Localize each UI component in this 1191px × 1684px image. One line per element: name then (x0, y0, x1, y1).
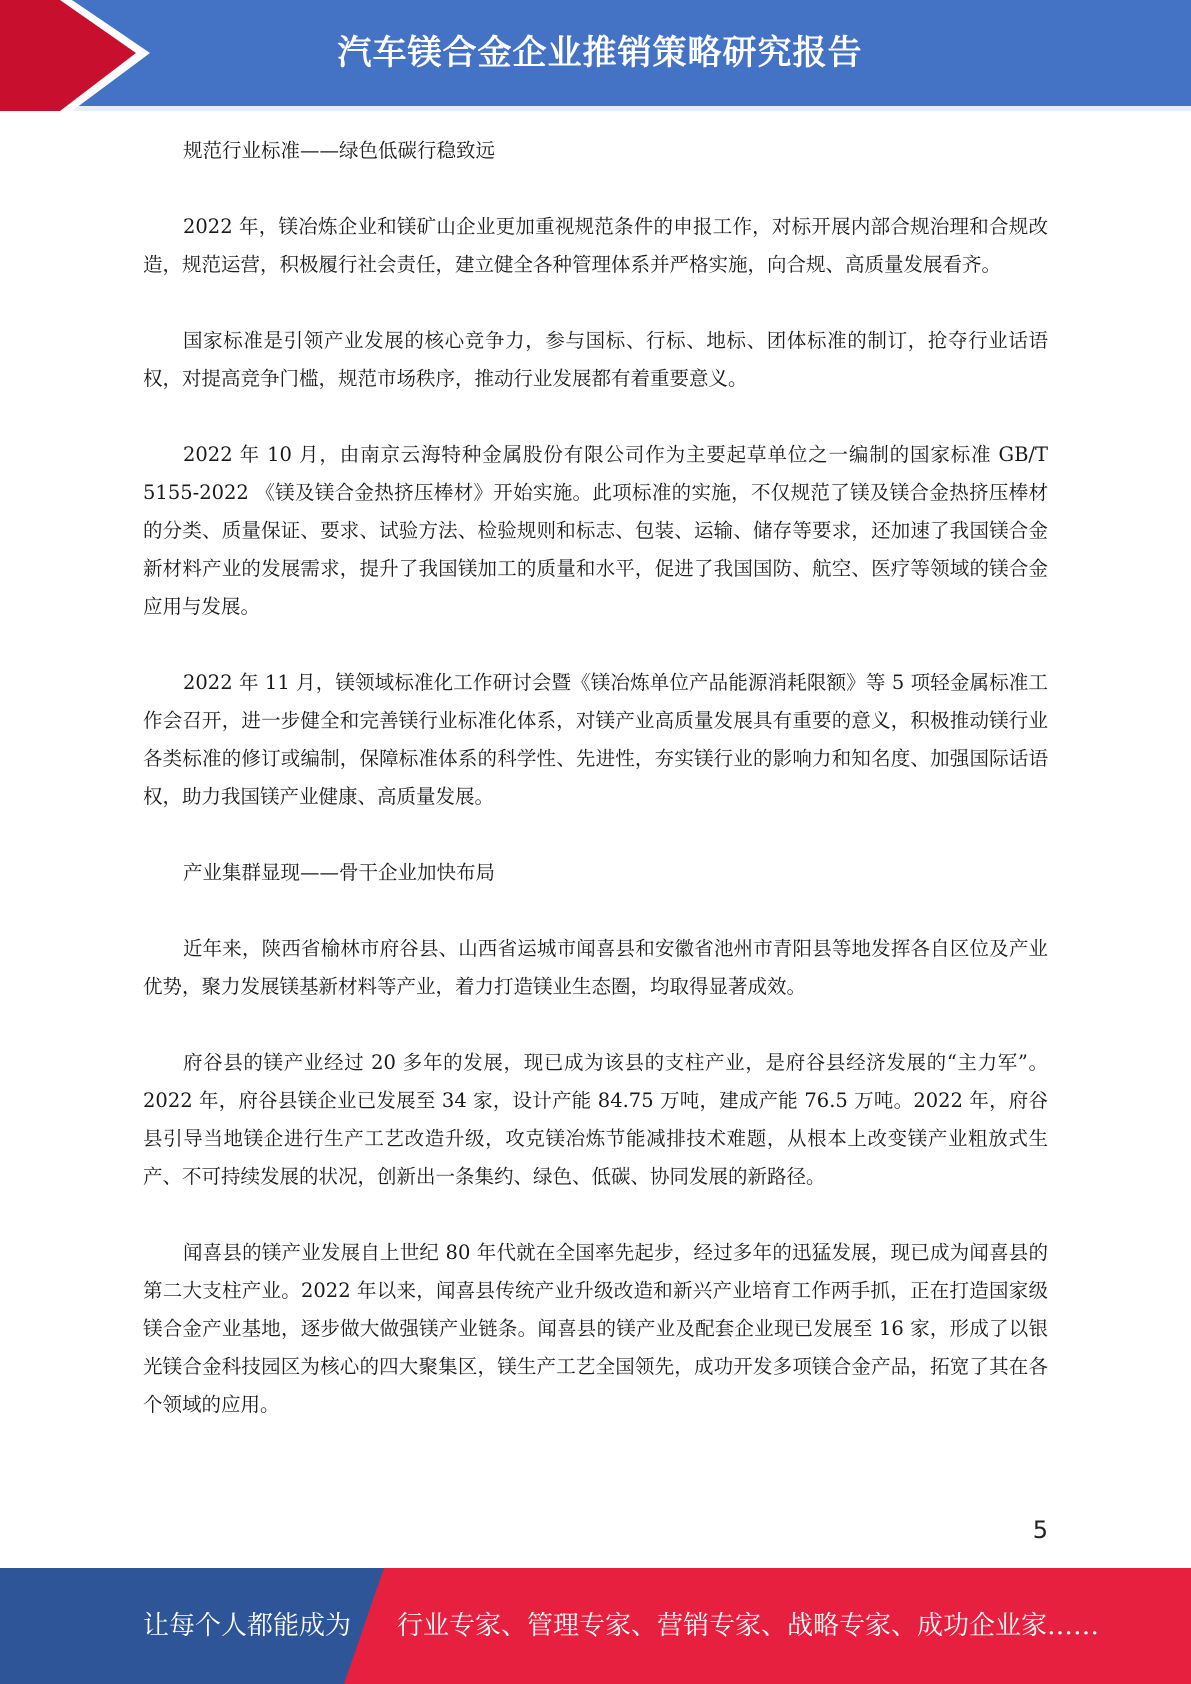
header-band (0, 0, 1191, 111)
paragraph: 2022 年 11 月，镁领域标准化工作研讨会暨《镁冶炼单位产品能源消耗限额》等 5 项轻金属标准工作会召开，进一步健全和完善镁行业标准化体系，对镁产业高质量发展具有重要的意义，积极推动镁行业各类标准的修订或编制，保障标准体系的科学性、先进性，夯实镁行业的影响力和知名度、加强国际话语权，助力我国镁产业健康、高质量发展。 (143, 671, 1048, 808)
document-title: 汽车镁合金企业推销策略研究报告 (337, 33, 863, 73)
section-heading-standards: 规范行业标准——绿色低碳行稳致远 (182, 139, 495, 162)
page-number: 5 (1032, 1516, 1048, 1544)
footer-slogan-right: 行业专家、管理专家、营销专家、战略专家、成功企业家…… (397, 1611, 1100, 1641)
paragraph: 2022 年，镁冶炼企业和镁矿山企业更加重视规范条件的申报工作，对标开展内部合规治理和合规改造，规范运营，积极履行社会责任，建立健全各种管理体系并严格实施，向合规、高质量发展看齐。 (143, 215, 1048, 276)
footer-slogan-left: 让每个人都能成为 (143, 1611, 352, 1641)
paragraph: 近年来，陕西省榆林市府谷县、山西省运城市闻喜县和安徽省池州市青阳县等地发挥各自区位及产业优势，聚力发展镁基新材料等产业，着力打造镁业生态圈，均取得显著成效。 (143, 937, 1048, 998)
footer-band (0, 1568, 1191, 1684)
paragraph: 国家标准是引领产业发展的核心竞争力，参与国标、行标、地标、团体标准的制订，抢夺行业话语权，对提高竞争门槛，规范市场秩序，推动行业发展都有着重要意义。 (143, 329, 1048, 390)
paragraph: 2022 年 10 月，由南京云海特种金属股份有限公司作为主要起草单位之一编制的国家标准 GB/T 5155-2022 《镁及镁合金热挤压棒材》开始实施。此项标准的实施，不仅规范了镁及镁合金热挤压棒材的分类、质量保证、要求、试验方法、检验规则和标志、包装、运输、储存等要求，还加速了我国镁合金新材料产业的发展需求，提升了我国镁加工的质量和水平，促进了我国国防、航空、医疗等领域的镁合金应用与发展。 (143, 443, 1048, 618)
section-heading-clusters: 产业集群显现——骨干企业加快布局 (182, 861, 495, 884)
document-body (143, 132, 1048, 1424)
paragraph: 府谷县的镁产业经过 20 多年的发展，现已成为该县的支柱产业，是府谷县经济发展的“主力军”。2022 年，府谷县镁企业已发展至 34 家，设计产能 84.75 万吨，建成产能 76.5 万吨。2022 年，府谷县引导当地镁企进行生产工艺改造升级，攻克镁冶炼节能减排技术难题，从根本上改变镁产业粗放式生产、不可持续发展的状况，创新出一条集约、绿色、低碳、协同发展的新路径。 (143, 1051, 1048, 1188)
paragraph: 闻喜县的镁产业发展自上世纪 80 年代就在全国率先起步，经过多年的迅猛发展，现已成为闻喜县的第二大支柱产业。2022 年以来，闻喜县传统产业升级改造和新兴产业培育工作两手抓，正在打造国家级镁合金产业基地，逐步做大做强镁产业链条。闻喜县的镁产业及配套企业现已发展至 16 家，形成了以银光镁合金科技园区为核心的四大聚集区，镁生产工艺全国领先，成功开发多项镁合金产品，拓宽了其在各个领域的应用。 (143, 1241, 1048, 1416)
